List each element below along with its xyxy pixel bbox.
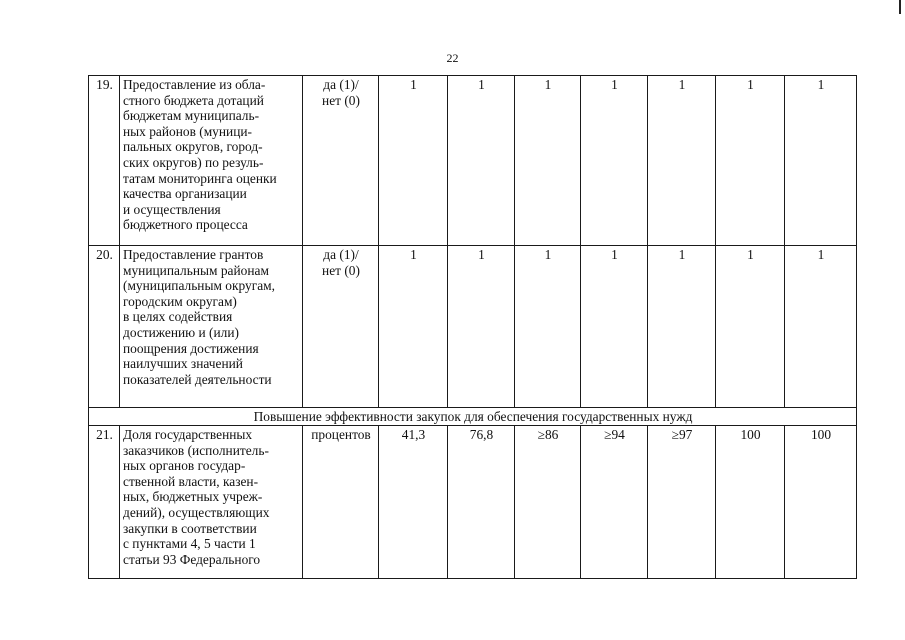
table-row <box>89 426 857 579</box>
value-cell: 1 <box>716 246 785 408</box>
value-cell: ≥97 <box>648 426 716 579</box>
row-number: 19. <box>89 76 120 246</box>
value-cell: 1 <box>515 76 581 246</box>
value-cell: 76,8 <box>448 426 515 579</box>
value-cell: 1 <box>379 246 448 408</box>
value-cell: 1 <box>581 76 648 246</box>
section-title: Повышение эффективности закупок для обеспечения государственных нужд <box>89 408 857 426</box>
indicator-description: Предоставление грантов муниципальным районам (муниципальным округам, городским округам) в целях содействия достижению и (или) поощрения достижения наилучших значений показателей деятельности <box>120 246 303 408</box>
value-cell: 1 <box>581 246 648 408</box>
value-cell: 100 <box>785 426 857 579</box>
value-cell: 1 <box>448 246 515 408</box>
row-number: 21. <box>89 426 120 579</box>
indicators-table <box>88 75 857 579</box>
value-cell: 1 <box>448 76 515 246</box>
value-cell: 41,3 <box>379 426 448 579</box>
section-row <box>89 408 857 426</box>
unit-cell: да (1)/ нет (0) <box>303 76 379 246</box>
unit-cell: да (1)/ нет (0) <box>303 246 379 408</box>
value-cell: 1 <box>648 76 716 246</box>
value-cell: 100 <box>716 426 785 579</box>
scan-edge-mark <box>899 0 901 14</box>
indicator-description: Предоставление из обла- стного бюджета дотаций бюджетам муниципаль- ных районов (муници- пальных округов, город- ских округов) по резуль- татам мониторинга оценки качества организации и осуществления бюджетного процесса <box>120 76 303 246</box>
row-number: 20. <box>89 246 120 408</box>
unit-cell: процентов <box>303 426 379 579</box>
table-row <box>89 76 857 246</box>
value-cell: ≥86 <box>515 426 581 579</box>
value-cell: 1 <box>379 76 448 246</box>
page-number: 22 <box>446 51 459 65</box>
value-cell: 1 <box>515 246 581 408</box>
indicator-description: Доля государственных заказчиков (исполнитель- ных органов государ- ственной власти, казен- ных, бюджетных учреж- дений), осуществляющих закупки в соответствии с пунктами 4, 5 части 1 статьи 93 Федерального <box>120 426 303 579</box>
value-cell: ≥94 <box>581 426 648 579</box>
value-cell: 1 <box>785 76 857 246</box>
value-cell: 1 <box>785 246 857 408</box>
value-cell: 1 <box>648 246 716 408</box>
value-cell: 1 <box>716 76 785 246</box>
table-row <box>89 246 857 408</box>
